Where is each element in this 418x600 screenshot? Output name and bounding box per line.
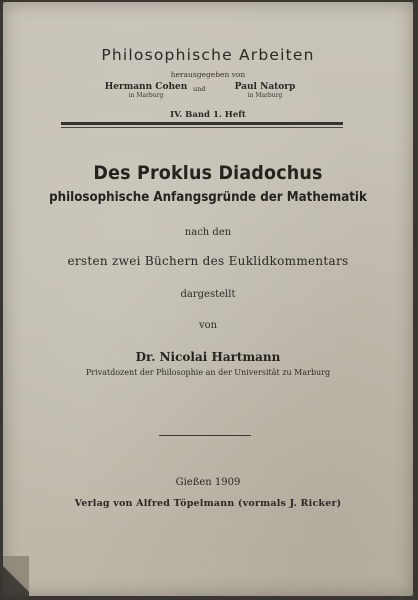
divider-rule: [159, 435, 251, 436]
header-rule-thick: [61, 122, 343, 125]
editor-intro: herausgegeben von: [170, 70, 246, 79]
header-rule-thin: [61, 127, 343, 128]
author-name: Dr. Nicolai Hartmann: [135, 350, 281, 364]
book-cover: [3, 2, 413, 596]
text-nach-den: nach den: [184, 227, 232, 238]
text-von: von: [198, 320, 218, 331]
series-title: Philosophische Arbeiten: [101, 46, 315, 64]
author-role: Privatdozent der Philosophie an der Universität zu Marburg: [85, 368, 331, 377]
editor-conjunction: und: [193, 85, 206, 93]
text-buechern: ersten zwei Büchern des Euklidkommentars: [67, 254, 349, 268]
editor-cohen: [101, 82, 191, 99]
volume-label: IV. Band 1. Heft: [170, 110, 246, 120]
text-dargestellt: dargestellt: [180, 289, 236, 300]
editor-natorp: [225, 82, 305, 99]
editor-name: Hermann Cohen: [104, 82, 188, 92]
publisher: Verlag von Alfred Töpelmann (vormals J. Ricker): [74, 498, 342, 509]
place-year: Gießen 1909: [175, 477, 241, 488]
editor-name: Paul Natorp: [234, 82, 296, 92]
book-title: Des Proklus Diadochus: [93, 162, 323, 184]
editor-place: in Marburg: [128, 92, 164, 99]
editor-place: in Marburg: [247, 92, 283, 99]
book-subtitle: philosophische Anfangsgründe der Mathematik: [49, 189, 367, 205]
